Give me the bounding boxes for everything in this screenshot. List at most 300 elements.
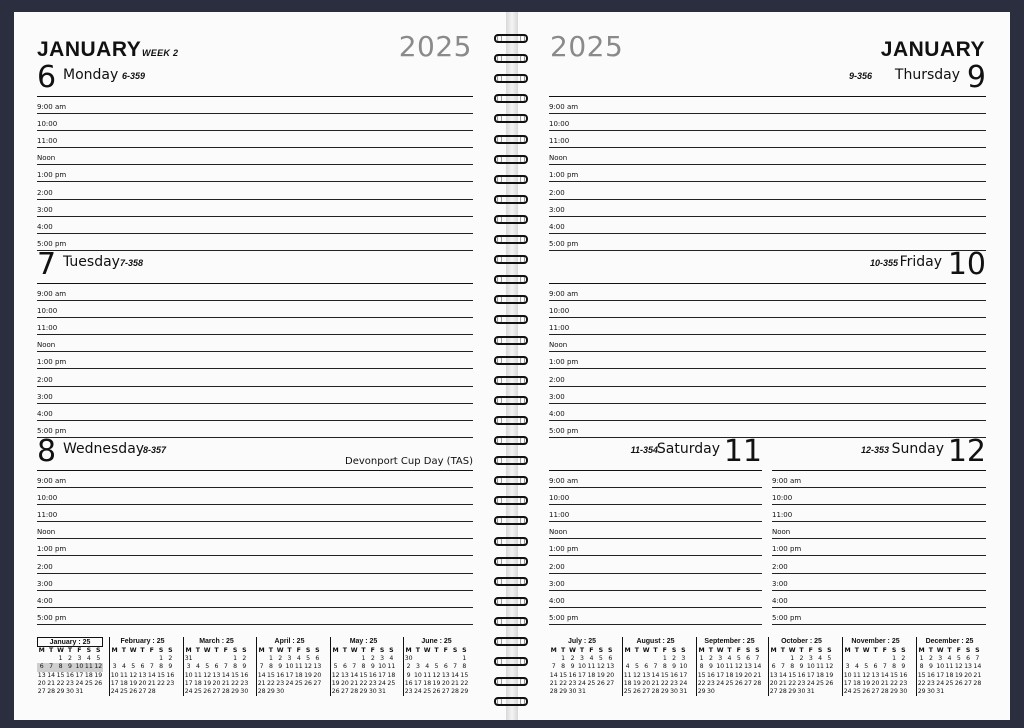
calendar-day: 21 <box>147 679 156 687</box>
mini-calendar-grid <box>257 647 322 696</box>
time-slot-row[interactable] <box>549 318 986 335</box>
calendar-day: 2 <box>928 655 933 663</box>
day-block-monday[interactable] <box>37 60 473 249</box>
calendar-day: 15 <box>788 671 797 679</box>
calendar-day: 14 <box>651 671 660 679</box>
calendar-day: 4 <box>296 655 301 663</box>
year-label: 2025 <box>550 30 624 63</box>
calendar-day: 13 <box>340 671 349 679</box>
calendar-day: 26 <box>734 679 743 687</box>
time-slot-row[interactable] <box>37 335 473 352</box>
calendar-day: 19 <box>632 679 641 687</box>
calendar-day: 27 <box>871 688 880 696</box>
mini-calendar-title: May : 25 <box>349 638 378 645</box>
time-slot-row[interactable] <box>37 165 473 182</box>
time-slot-row[interactable] <box>549 284 986 301</box>
mini-calendar-title: July : 25 <box>567 638 596 645</box>
day-number: 9 <box>966 60 986 95</box>
calendar-day: 29 <box>56 688 65 696</box>
calendar-day: 14 <box>221 671 230 679</box>
mini-calendar-grid <box>37 647 103 696</box>
time-slots[interactable] <box>772 471 986 625</box>
time-slot-row[interactable] <box>37 217 473 234</box>
calendar-day: 9 <box>370 663 375 671</box>
time-slot-row[interactable] <box>772 591 986 608</box>
binding-coil <box>494 155 528 164</box>
calendar-day: 16 <box>240 671 249 679</box>
time-slot-label: 1:00 pm <box>772 545 802 554</box>
binding-coil <box>494 215 528 224</box>
weekday-header: T <box>49 647 54 654</box>
time-slot-row[interactable] <box>37 131 473 148</box>
time-slot-row[interactable] <box>549 217 986 234</box>
binding-coil <box>494 557 528 566</box>
time-slot-label: 11:00 <box>549 324 570 333</box>
calendar-day: 6 <box>771 663 776 671</box>
weekday-header: W <box>203 647 211 654</box>
weekday-header: W <box>788 647 796 654</box>
day-number: 12 <box>947 434 986 469</box>
calendar-day: 24 <box>75 679 84 687</box>
time-slot-row[interactable] <box>37 488 473 505</box>
time-slot-row[interactable] <box>37 556 473 573</box>
time-slot-row[interactable] <box>549 148 986 165</box>
calendar-day: 14 <box>549 671 558 679</box>
calendar-day: 2 <box>799 655 804 663</box>
time-slot-row[interactable] <box>549 539 762 556</box>
time-slot-row[interactable] <box>772 539 986 556</box>
time-slot-row[interactable] <box>37 352 473 369</box>
calendar-day: 21 <box>257 679 266 687</box>
calendar-day: 11 <box>84 663 93 671</box>
day-block-sunday[interactable] <box>772 434 986 623</box>
day-count: 9-356 <box>848 71 872 81</box>
calendar-day: 6 <box>315 655 320 663</box>
calendar-day: 29 <box>231 688 239 696</box>
time-slot-row[interactable] <box>37 200 473 217</box>
calendar-day: 15 <box>697 671 706 679</box>
day-name: Thursday <box>894 67 960 83</box>
day-count: 12-353 <box>860 445 889 455</box>
calendar-day: 24 <box>843 688 852 696</box>
calendar-day: 6 <box>214 663 219 671</box>
calendar-day: 31 <box>679 688 688 696</box>
calendar-day: 1 <box>233 655 238 663</box>
calendar-day: 7 <box>352 663 357 671</box>
binding-coil <box>494 476 528 485</box>
time-slot-row[interactable] <box>37 114 473 131</box>
binding-coil <box>494 255 528 264</box>
time-slot-label: 5:00 pm <box>549 613 579 622</box>
calendar-day: 12 <box>734 663 743 671</box>
time-slot-row[interactable] <box>549 131 986 148</box>
day-number: 6 <box>37 60 57 95</box>
weekday-header: M <box>38 647 45 654</box>
calendar-day: 20 <box>964 671 972 679</box>
day-count: 8-357 <box>143 445 167 455</box>
binding-coil <box>494 114 528 123</box>
calendar-day <box>862 655 871 663</box>
calendar-day: 28 <box>47 688 56 696</box>
calendar-day: 8 <box>662 663 667 671</box>
day-number: 8 <box>37 434 57 469</box>
calendar-day: 19 <box>94 671 103 679</box>
time-slot-label: 9:00 am <box>549 477 579 486</box>
day-block-saturday[interactable] <box>549 434 762 623</box>
time-slot-label: Noon <box>772 528 791 537</box>
time-slot-row[interactable] <box>37 421 473 438</box>
time-slot-label: 10:00 <box>37 307 58 316</box>
time-slot-row[interactable] <box>549 114 986 131</box>
weekday-header: S <box>158 647 164 654</box>
time-slot-label: 4:00 <box>549 409 565 418</box>
weekday-header: S <box>598 647 604 654</box>
calendar-day: 11 <box>119 671 128 679</box>
day-name: Saturday <box>656 441 720 457</box>
time-slot-row[interactable] <box>549 234 986 251</box>
calendar-day: 18 <box>852 679 861 687</box>
weekday-header: W <box>350 647 358 654</box>
time-slot-row[interactable] <box>549 574 762 591</box>
time-slot-row[interactable] <box>37 148 473 165</box>
calendar-day: 20 <box>769 679 778 687</box>
weekday-header: T <box>947 647 952 654</box>
day-count: 7-358 <box>120 258 144 268</box>
calendar-day: 13 <box>744 663 752 671</box>
binding-coil <box>494 416 528 425</box>
time-slot-label: 2:00 <box>549 375 565 384</box>
mini-calendar-title: April : 25 <box>274 638 305 645</box>
time-slots[interactable] <box>549 471 762 625</box>
time-slot-row[interactable] <box>772 574 986 591</box>
weekday-header: M <box>918 647 925 654</box>
calendar-day: 26 <box>94 679 103 687</box>
mini-calendar-grid <box>331 647 396 696</box>
binding-coil <box>494 315 528 324</box>
time-slot-row[interactable] <box>549 404 986 421</box>
weekday-header: W <box>936 647 944 654</box>
time-slot-row[interactable] <box>549 369 986 386</box>
mini-calendar <box>916 637 982 696</box>
calendar-day: 16 <box>404 679 413 687</box>
calendar-day: 12 <box>862 671 871 679</box>
calendar-day <box>257 655 266 663</box>
day-block-thursday[interactable] <box>549 60 986 249</box>
time-slot-label: 9:00 am <box>37 290 67 299</box>
calendar-day: 13 <box>964 663 972 671</box>
right-page <box>518 12 1010 720</box>
day-count: 6-359 <box>122 71 146 81</box>
month-heading: JANUARY <box>880 38 985 61</box>
calendar-day: 12 <box>203 671 212 679</box>
calendar-day: 6 <box>746 655 751 663</box>
calendar-day: 8 <box>159 663 164 671</box>
time-slot-row[interactable] <box>37 574 473 591</box>
time-slots[interactable] <box>37 97 473 251</box>
calendar-day: 18 <box>587 671 596 679</box>
time-slot-row[interactable] <box>549 488 762 505</box>
calendar-day: 22 <box>917 679 926 687</box>
time-slot-label: 9:00 am <box>549 103 579 112</box>
day-block-tuesday[interactable] <box>37 247 473 436</box>
time-slot-row[interactable] <box>549 591 762 608</box>
weekday-header: F <box>736 647 741 654</box>
calendar-day: 8 <box>233 663 238 671</box>
calendar-day: 18 <box>623 679 632 687</box>
time-slot-row[interactable] <box>772 608 986 625</box>
calendar-day: 1 <box>58 655 63 663</box>
calendar-day: 7 <box>46 663 55 671</box>
weekday-header: T <box>653 647 658 654</box>
time-slot-row[interactable] <box>37 608 473 625</box>
calendar-day: 8 <box>56 663 65 671</box>
time-slot-row[interactable] <box>549 200 986 217</box>
time-slots[interactable] <box>549 284 986 438</box>
calendar-day: 19 <box>954 671 963 679</box>
time-slot-row[interactable] <box>549 421 986 438</box>
calendar-day: 7 <box>975 655 980 663</box>
time-slot-row[interactable] <box>549 608 762 625</box>
calendar-day: 24 <box>936 679 945 687</box>
calendar-day: 28 <box>221 688 230 696</box>
calendar-day: 26 <box>203 688 212 696</box>
time-slot-row[interactable] <box>549 165 986 182</box>
time-slot-label: 2:00 <box>549 188 565 197</box>
calendar-day: 10 <box>110 671 119 679</box>
calendar-day: 1 <box>159 655 164 663</box>
calendar-day: 2 <box>370 655 375 663</box>
calendar-day: 29 <box>697 688 706 696</box>
calendar-day <box>651 655 660 663</box>
time-slot-row[interactable] <box>549 522 762 539</box>
weekday-header: S <box>232 647 238 654</box>
time-slot-row[interactable] <box>772 522 986 539</box>
mini-calendar <box>549 637 615 696</box>
calendar-day: 2 <box>672 655 677 663</box>
calendar-day: 10 <box>578 663 586 671</box>
mini-calendar-title: August : 25 <box>636 638 675 645</box>
calendar-day: 13 <box>606 663 615 671</box>
calendar-day: 7 <box>882 663 887 671</box>
calendar-day <box>340 655 349 663</box>
time-slot-label: 11:00 <box>37 137 58 146</box>
calendar-day: 16 <box>926 671 935 679</box>
time-slot-row[interactable] <box>772 505 986 522</box>
weekday-header: S <box>817 647 823 654</box>
calendar-day: 1 <box>919 655 924 663</box>
mini-calendar-grid <box>917 647 982 696</box>
time-slot-row[interactable] <box>549 556 762 573</box>
day-number: 10 <box>947 247 986 282</box>
time-slot-row[interactable] <box>549 335 986 352</box>
mini-calendar-title: February : 25 <box>120 638 165 645</box>
calendar-day <box>203 655 212 663</box>
time-slot-row[interactable] <box>37 522 473 539</box>
calendar-day: 28 <box>973 679 982 687</box>
calendar-day: 11 <box>294 663 303 671</box>
calendar-day: 17 <box>936 671 945 679</box>
time-slot-row[interactable] <box>549 387 986 404</box>
time-slot-row[interactable] <box>37 301 473 318</box>
time-slot-row[interactable] <box>37 505 473 522</box>
time-slot-row[interactable] <box>549 471 762 488</box>
calendar-day: 17 <box>413 679 422 687</box>
calendar-day: 22 <box>788 679 797 687</box>
calendar-day: 19 <box>734 671 743 679</box>
weekday-header: T <box>780 647 786 654</box>
calendar-day: 25 <box>852 688 861 696</box>
calendar-day: 3 <box>112 663 117 671</box>
calendar-day <box>623 655 632 663</box>
day-name: Wednesday <box>63 441 145 457</box>
calendar-day: 5 <box>634 663 639 671</box>
time-slot-label: 5:00 pm <box>549 239 579 248</box>
time-slot-row[interactable] <box>772 488 986 505</box>
day-block-wednesday[interactable] <box>37 434 473 623</box>
time-slots[interactable] <box>37 284 473 438</box>
calendar-day: 24 <box>716 679 725 687</box>
weekday-header: F <box>77 647 82 654</box>
calendar-day: 20 <box>313 671 322 679</box>
calendar-day: 15 <box>890 671 898 679</box>
calendar-day: 15 <box>660 671 669 679</box>
time-slots[interactable] <box>37 471 473 625</box>
binding-coil <box>494 175 528 184</box>
calendar-day <box>193 655 202 663</box>
binding-coil <box>494 275 528 284</box>
calendar-day: 10 <box>378 663 386 671</box>
calendar-day: 17 <box>806 671 815 679</box>
calendar-day: 23 <box>899 679 908 687</box>
time-slot-row[interactable] <box>37 387 473 404</box>
calendar-day: 12 <box>432 671 441 679</box>
calendar-day: 3 <box>808 655 813 663</box>
weekday-header: M <box>332 647 339 654</box>
calendar-day: 18 <box>423 679 432 687</box>
calendar-day: 19 <box>596 671 605 679</box>
calendar-day <box>212 655 221 663</box>
time-slot-row[interactable] <box>37 182 473 199</box>
time-slot-label: 2:00 <box>37 562 53 571</box>
binding-coil <box>494 677 528 686</box>
time-slot-row[interactable] <box>772 556 986 573</box>
calendar-day: 8 <box>919 663 924 671</box>
weekday-header: F <box>296 647 301 654</box>
time-slot-row[interactable] <box>37 539 473 556</box>
calendar-day: 7 <box>780 663 785 671</box>
time-slot-row[interactable] <box>37 369 473 386</box>
mini-calendar-grid <box>110 647 175 696</box>
calendar-day: 16 <box>797 671 806 679</box>
time-slot-row[interactable] <box>37 591 473 608</box>
calendar-day: 8 <box>462 663 467 671</box>
calendar-day: 22 <box>157 679 165 687</box>
time-slot-row[interactable] <box>37 404 473 421</box>
calendar-day: 20 <box>138 679 147 687</box>
time-slot-row[interactable] <box>37 97 473 114</box>
weekday-header: T <box>287 647 292 654</box>
weekday-header: M <box>844 647 851 654</box>
day-name: Friday <box>899 254 942 270</box>
time-slot-row[interactable] <box>549 301 986 318</box>
time-slot-label: 4:00 <box>772 596 788 605</box>
mini-calendar-title: September : 25 <box>704 638 755 645</box>
calendar-day: 13 <box>138 671 147 679</box>
calendar-day: 22 <box>660 679 669 687</box>
calendar-day: 30 <box>926 688 935 696</box>
day-block-friday[interactable] <box>549 247 986 436</box>
binding-coil <box>494 74 528 83</box>
calendar-day: 13 <box>212 671 221 679</box>
time-slot-row[interactable] <box>37 284 473 301</box>
calendar-day: 1 <box>561 655 566 663</box>
weekday-header: S <box>96 647 101 654</box>
time-slot-label: 3:00 <box>37 205 53 214</box>
calendar-day: 14 <box>350 671 359 679</box>
calendar-day: 14 <box>778 671 787 679</box>
time-slot-row[interactable] <box>549 97 986 114</box>
binding-coil <box>494 295 528 304</box>
calendar-day: 9 <box>672 663 677 671</box>
calendar-day: 28 <box>651 688 660 696</box>
time-slot-row[interactable] <box>549 505 762 522</box>
calendar-day: 26 <box>825 679 834 687</box>
calendar-day: 23 <box>706 679 715 687</box>
calendar-day: 9 <box>406 671 411 679</box>
calendar-day: 24 <box>679 679 688 687</box>
calendar-day: 5 <box>131 663 136 671</box>
time-slot-row[interactable] <box>37 471 473 488</box>
binding-coil <box>494 657 528 666</box>
time-slot-row[interactable] <box>549 352 986 369</box>
calendar-day: 3 <box>287 655 292 663</box>
time-slot-label: 10:00 <box>549 120 570 129</box>
weekday-header: W <box>716 647 724 654</box>
calendar-day: 1 <box>361 655 366 663</box>
calendar-day: 25 <box>119 688 128 696</box>
calendar-day: 8 <box>561 663 566 671</box>
time-slot-row[interactable] <box>772 471 986 488</box>
calendar-day: 9 <box>708 663 713 671</box>
calendar-day: 16 <box>670 671 678 679</box>
calendar-day: 24 <box>806 679 815 687</box>
time-slot-row[interactable] <box>37 234 473 251</box>
calendar-day: 25 <box>623 688 632 696</box>
calendar-day: 6 <box>37 663 46 671</box>
calendar-day: 10 <box>413 671 422 679</box>
calendar-day: 13 <box>441 671 450 679</box>
time-slots[interactable] <box>549 97 986 251</box>
time-slot-label: 2:00 <box>37 188 53 197</box>
weekday-header: S <box>681 647 686 654</box>
binding-coil <box>494 577 528 586</box>
mini-calendar-title: March : 25 <box>199 638 234 645</box>
calendar-day: 27 <box>37 688 46 696</box>
binding-coil <box>494 537 528 546</box>
weekday-header: T <box>415 647 421 654</box>
calendar-day: 16 <box>568 671 577 679</box>
calendar-day: 21 <box>350 679 359 687</box>
weekday-header: T <box>561 647 566 654</box>
calendar-day: 5 <box>306 655 311 663</box>
calendar-day: 30 <box>670 688 678 696</box>
calendar-day: 11 <box>193 671 202 679</box>
time-slot-row[interactable] <box>37 318 473 335</box>
calendar-day: 9 <box>570 663 575 671</box>
time-slot-row[interactable] <box>549 182 986 199</box>
calendar-day: 5 <box>864 663 869 671</box>
time-slot-label: 1:00 pm <box>549 171 579 180</box>
